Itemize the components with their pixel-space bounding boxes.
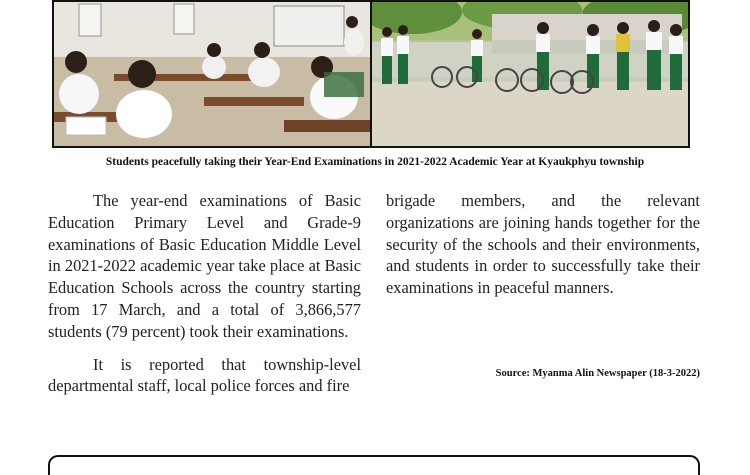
next-section-box bbox=[48, 455, 700, 475]
exam-hall-photo bbox=[54, 2, 370, 146]
article-paragraph-1: The year-end examinations of Basic Education Primary Level and Grade-9 examinations of Basic Education Middle Level in 2021-2022 academic year take place at Basic Education Schools across the country starting from 17 March, and a total of 3,866,577 students (79 percent) took their examinations. bbox=[48, 191, 361, 341]
article-column-right bbox=[386, 190, 700, 299]
photo-frame bbox=[52, 0, 690, 148]
article-column-left bbox=[48, 190, 361, 397]
school-yard-photo bbox=[372, 2, 688, 146]
source-credit: Source: Myanma Alin Newspaper (18-3-2022) bbox=[495, 368, 700, 379]
article-paragraph-2: It is reported that township-level departmental staff, local police forces and fire bbox=[48, 354, 361, 396]
article-paragraph-2-continued: brigade members, and the relevant organizations are joining hands together for the security of the schools and their environments, and students in order to successfully take their examinations in peaceful manners. bbox=[386, 191, 700, 298]
photo-caption: Students peacefully taking their Year-End Examinations in 2021-2022 Academic Year at Kyaukphyu township bbox=[105, 156, 645, 168]
